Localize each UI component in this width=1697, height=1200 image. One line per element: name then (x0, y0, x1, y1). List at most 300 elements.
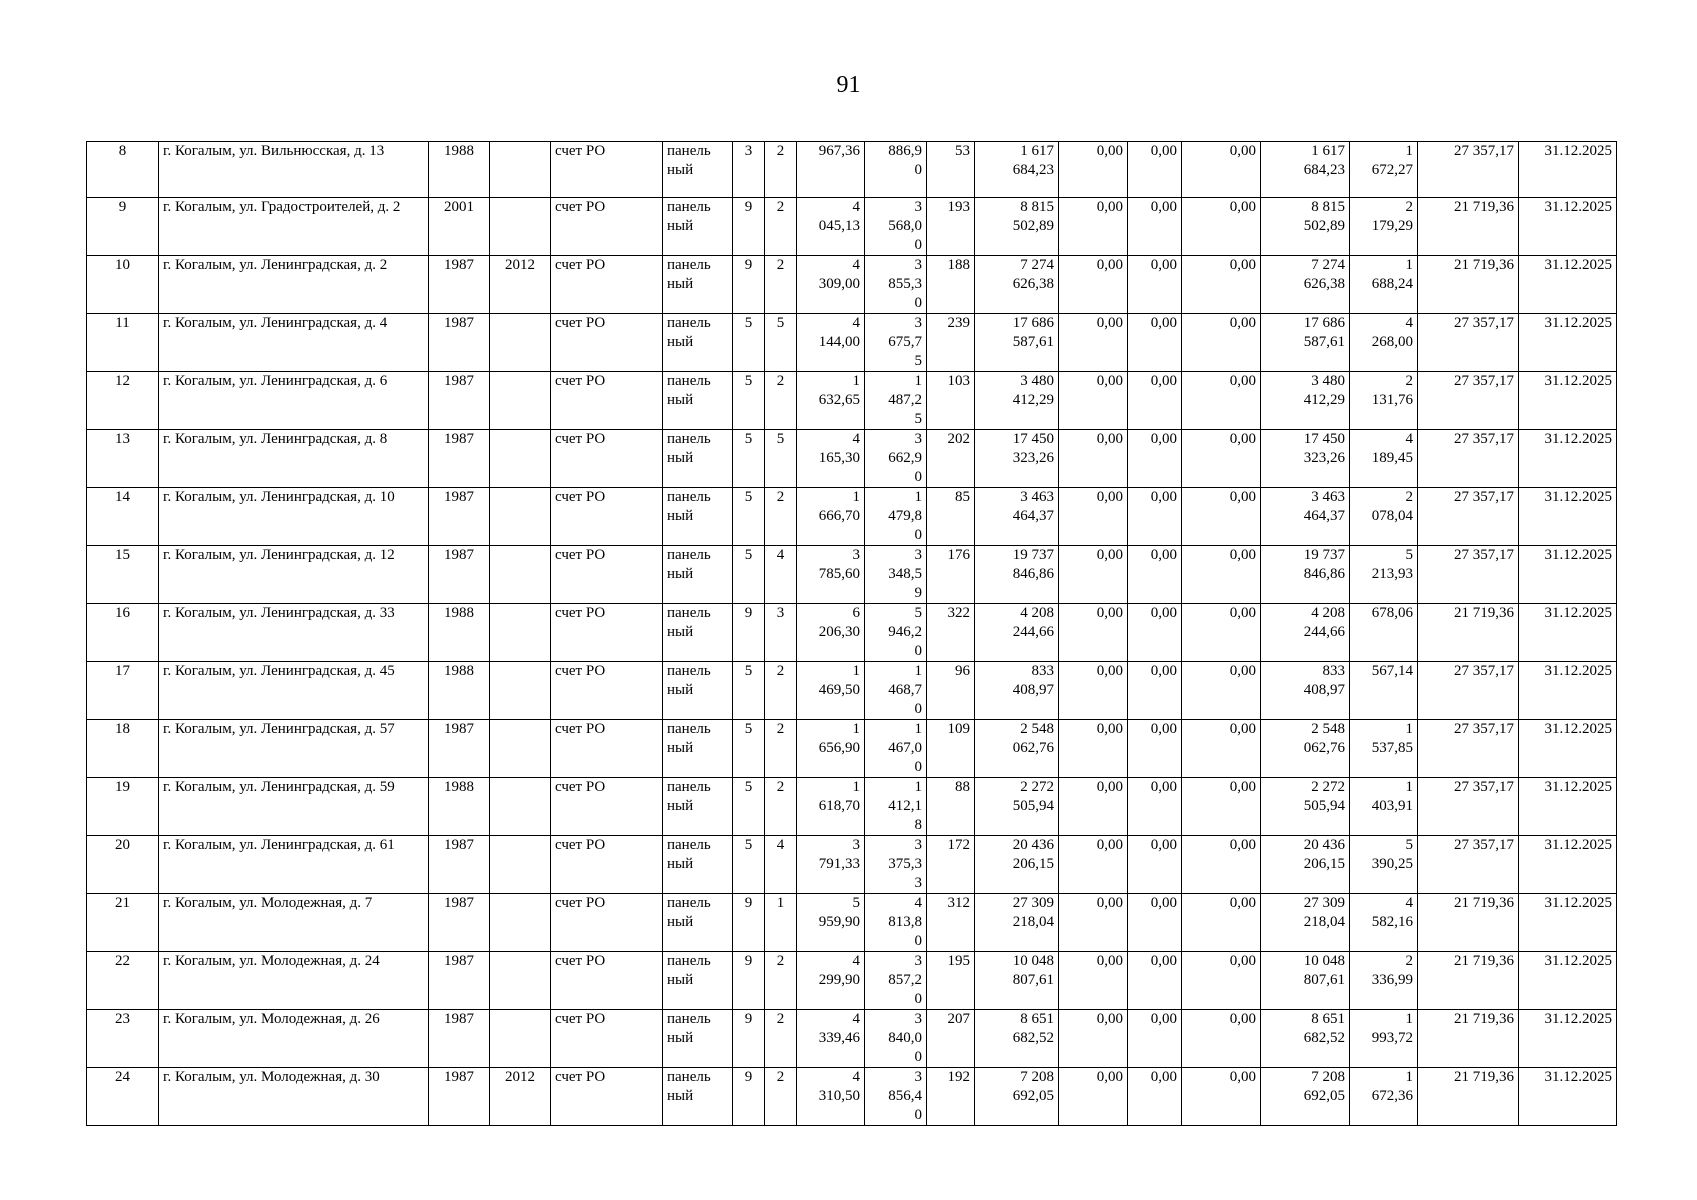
floors: 9 (733, 604, 765, 662)
residents: 172 (927, 836, 975, 894)
deadline: 31.12.2025 (1519, 142, 1617, 198)
row-number: 9 (87, 198, 159, 256)
row-number: 13 (87, 430, 159, 488)
year-built: 1987 (429, 1068, 490, 1126)
total-cost: 17 450 323,26 (975, 430, 1059, 488)
year-built: 1987 (429, 894, 490, 952)
table-row (87, 546, 1617, 604)
year-built: 1988 (429, 778, 490, 836)
deadline: 31.12.2025 (1519, 314, 1617, 372)
deadline: 31.12.2025 (1519, 430, 1617, 488)
deadline: 31.12.2025 (1519, 256, 1617, 314)
living-area: 1 467,0 0 (865, 720, 927, 778)
year-built: 2001 (429, 198, 490, 256)
living-area: 3 840,0 0 (865, 1010, 927, 1068)
total-area: 1 469,50 (797, 662, 865, 720)
floors: 5 (733, 662, 765, 720)
cost-per-m2: 1 672,27 (1350, 142, 1418, 198)
fund-method: счет РО (551, 546, 663, 604)
cost-limit: 27 357,17 (1418, 836, 1519, 894)
fund-source-2: 0,00 (1128, 778, 1182, 836)
entrances: 4 (765, 546, 797, 604)
year-built: 1988 (429, 142, 490, 198)
fund-source-1: 0,00 (1059, 894, 1128, 952)
fund-source-3: 0,00 (1182, 198, 1261, 256)
fund-source-3: 0,00 (1182, 720, 1261, 778)
fund-source-3: 0,00 (1182, 546, 1261, 604)
table-row (87, 1010, 1617, 1068)
year-reconstruction (490, 778, 551, 836)
residents: 53 (927, 142, 975, 198)
row-number: 10 (87, 256, 159, 314)
year-reconstruction (490, 198, 551, 256)
residents: 322 (927, 604, 975, 662)
total-cost: 2 272 505,94 (975, 778, 1059, 836)
year-built: 1988 (429, 662, 490, 720)
entrances: 2 (765, 952, 797, 1010)
entrances: 2 (765, 142, 797, 198)
fund-source-3: 0,00 (1182, 1010, 1261, 1068)
fund-source-3: 0,00 (1182, 1068, 1261, 1126)
owners-funds: 17 450 323,26 (1261, 430, 1350, 488)
total-cost: 27 309 218,04 (975, 894, 1059, 952)
owners-funds: 2 272 505,94 (1261, 778, 1350, 836)
fund-source-3: 0,00 (1182, 778, 1261, 836)
cost-per-m2: 1 537,85 (1350, 720, 1418, 778)
address: г. Когалым, ул. Ленинградская, д. 4 (159, 314, 429, 372)
wall-material: панель ный (663, 488, 733, 546)
total-cost: 1 617 684,23 (975, 142, 1059, 198)
entrances: 2 (765, 662, 797, 720)
cost-per-m2: 2 336,99 (1350, 952, 1418, 1010)
living-area: 3 856,4 0 (865, 1068, 927, 1126)
floors: 5 (733, 836, 765, 894)
living-area: 1 479,8 0 (865, 488, 927, 546)
total-area: 4 165,30 (797, 430, 865, 488)
total-cost: 3 463 464,37 (975, 488, 1059, 546)
address: г. Когалым, ул. Ленинградская, д. 45 (159, 662, 429, 720)
living-area: 3 662,9 0 (865, 430, 927, 488)
fund-source-3: 0,00 (1182, 314, 1261, 372)
fund-source-1: 0,00 (1059, 662, 1128, 720)
fund-method: счет РО (551, 604, 663, 662)
fund-method: счет РО (551, 314, 663, 372)
address: г. Когалым, ул. Градостроителей, д. 2 (159, 198, 429, 256)
year-built: 1987 (429, 430, 490, 488)
year-built: 1987 (429, 1010, 490, 1068)
fund-source-1: 0,00 (1059, 720, 1128, 778)
owners-funds: 27 309 218,04 (1261, 894, 1350, 952)
deadline: 31.12.2025 (1519, 198, 1617, 256)
fund-method: счет РО (551, 662, 663, 720)
table-row (87, 836, 1617, 894)
deadline: 31.12.2025 (1519, 488, 1617, 546)
total-area: 4 309,00 (797, 256, 865, 314)
residents: 207 (927, 1010, 975, 1068)
owners-funds: 8 815 502,89 (1261, 198, 1350, 256)
row-number: 23 (87, 1010, 159, 1068)
address: г. Когалым, ул. Ленинградская, д. 10 (159, 488, 429, 546)
fund-source-1: 0,00 (1059, 430, 1128, 488)
fund-source-2: 0,00 (1128, 720, 1182, 778)
year-reconstruction (490, 604, 551, 662)
fund-method: счет РО (551, 836, 663, 894)
address: г. Когалым, ул. Ленинградская, д. 12 (159, 546, 429, 604)
year-reconstruction (490, 546, 551, 604)
owners-funds: 3 463 464,37 (1261, 488, 1350, 546)
fund-source-1: 0,00 (1059, 546, 1128, 604)
year-reconstruction (490, 488, 551, 546)
address: г. Когалым, ул. Ленинградская, д. 2 (159, 256, 429, 314)
floors: 3 (733, 142, 765, 198)
total-cost: 17 686 587,61 (975, 314, 1059, 372)
row-number: 21 (87, 894, 159, 952)
residents: 193 (927, 198, 975, 256)
total-cost: 7 208 692,05 (975, 1068, 1059, 1126)
owners-funds: 20 436 206,15 (1261, 836, 1350, 894)
total-area: 4 339,46 (797, 1010, 865, 1068)
wall-material: панель ный (663, 142, 733, 198)
living-area: 3 568,0 0 (865, 198, 927, 256)
fund-method: счет РО (551, 1068, 663, 1126)
deadline: 31.12.2025 (1519, 372, 1617, 430)
fund-source-3: 0,00 (1182, 256, 1261, 314)
row-number: 8 (87, 142, 159, 198)
wall-material: панель ный (663, 1010, 733, 1068)
total-area: 1 666,70 (797, 488, 865, 546)
year-built: 1987 (429, 372, 490, 430)
row-number: 12 (87, 372, 159, 430)
cost-limit: 21 719,36 (1418, 1010, 1519, 1068)
total-cost: 3 480 412,29 (975, 372, 1059, 430)
year-reconstruction: 2012 (490, 256, 551, 314)
total-cost: 2 548 062,76 (975, 720, 1059, 778)
living-area: 3 375,3 3 (865, 836, 927, 894)
row-number: 14 (87, 488, 159, 546)
year-built: 1988 (429, 604, 490, 662)
fund-method: счет РО (551, 1010, 663, 1068)
row-number: 22 (87, 952, 159, 1010)
table-row (87, 372, 1617, 430)
row-number: 18 (87, 720, 159, 778)
deadline: 31.12.2025 (1519, 836, 1617, 894)
wall-material: панель ный (663, 372, 733, 430)
page-number: 91 (836, 72, 861, 98)
total-area: 967,36 (797, 142, 865, 198)
fund-source-3: 0,00 (1182, 142, 1261, 198)
year-reconstruction (490, 836, 551, 894)
fund-source-2: 0,00 (1128, 546, 1182, 604)
total-area: 1 656,90 (797, 720, 865, 778)
fund-source-3: 0,00 (1182, 604, 1261, 662)
wall-material: панель ный (663, 604, 733, 662)
fund-method: счет РО (551, 778, 663, 836)
entrances: 2 (765, 1068, 797, 1126)
entrances: 5 (765, 430, 797, 488)
owners-funds: 3 480 412,29 (1261, 372, 1350, 430)
living-area: 3 348,5 9 (865, 546, 927, 604)
floors: 9 (733, 198, 765, 256)
fund-source-2: 0,00 (1128, 142, 1182, 198)
fund-source-3: 0,00 (1182, 836, 1261, 894)
row-number: 11 (87, 314, 159, 372)
fund-source-1: 0,00 (1059, 142, 1128, 198)
fund-source-3: 0,00 (1182, 430, 1261, 488)
fund-method: счет РО (551, 372, 663, 430)
residents: 88 (927, 778, 975, 836)
entrances: 1 (765, 894, 797, 952)
cost-limit: 21 719,36 (1418, 1068, 1519, 1126)
wall-material: панель ный (663, 778, 733, 836)
total-area: 6 206,30 (797, 604, 865, 662)
total-area: 4 310,50 (797, 1068, 865, 1126)
table-row (87, 952, 1617, 1010)
residents: 239 (927, 314, 975, 372)
total-cost: 7 274 626,38 (975, 256, 1059, 314)
total-cost: 8 815 502,89 (975, 198, 1059, 256)
year-reconstruction (490, 894, 551, 952)
table-row (87, 1068, 1617, 1126)
floors: 9 (733, 952, 765, 1010)
total-area: 1 632,65 (797, 372, 865, 430)
owners-funds: 1 617 684,23 (1261, 142, 1350, 198)
floors: 5 (733, 546, 765, 604)
table-row (87, 604, 1617, 662)
residents: 192 (927, 1068, 975, 1126)
address: г. Когалым, ул. Ленинградская, д. 8 (159, 430, 429, 488)
cost-per-m2: 4 582,16 (1350, 894, 1418, 952)
deadline: 31.12.2025 (1519, 894, 1617, 952)
fund-source-1: 0,00 (1059, 1068, 1128, 1126)
living-area: 3 857,2 0 (865, 952, 927, 1010)
wall-material: панель ный (663, 256, 733, 314)
year-reconstruction (490, 430, 551, 488)
cost-limit: 27 357,17 (1418, 372, 1519, 430)
fund-source-1: 0,00 (1059, 778, 1128, 836)
table-row (87, 778, 1617, 836)
cost-limit: 21 719,36 (1418, 256, 1519, 314)
entrances: 5 (765, 314, 797, 372)
fund-source-2: 0,00 (1128, 604, 1182, 662)
fund-method: счет РО (551, 142, 663, 198)
fund-method: счет РО (551, 488, 663, 546)
row-number: 17 (87, 662, 159, 720)
cost-per-m2: 678,06 (1350, 604, 1418, 662)
fund-source-2: 0,00 (1128, 1068, 1182, 1126)
total-cost: 19 737 846,86 (975, 546, 1059, 604)
address: г. Когалым, ул. Ленинградская, д. 59 (159, 778, 429, 836)
address: г. Когалым, ул. Молодежная, д. 30 (159, 1068, 429, 1126)
entrances: 2 (765, 198, 797, 256)
floors: 9 (733, 256, 765, 314)
row-number: 16 (87, 604, 159, 662)
fund-source-2: 0,00 (1128, 662, 1182, 720)
year-reconstruction: 2012 (490, 1068, 551, 1126)
cost-limit: 27 357,17 (1418, 546, 1519, 604)
year-built: 1987 (429, 836, 490, 894)
deadline: 31.12.2025 (1519, 662, 1617, 720)
cost-per-m2: 1 672,36 (1350, 1068, 1418, 1126)
row-number: 24 (87, 1068, 159, 1126)
year-reconstruction (490, 1010, 551, 1068)
table-row (87, 894, 1617, 952)
cost-limit: 27 357,17 (1418, 662, 1519, 720)
fund-source-3: 0,00 (1182, 894, 1261, 952)
fund-source-1: 0,00 (1059, 1010, 1128, 1068)
fund-source-2: 0,00 (1128, 314, 1182, 372)
fund-source-1: 0,00 (1059, 952, 1128, 1010)
entrances: 4 (765, 836, 797, 894)
fund-source-3: 0,00 (1182, 372, 1261, 430)
floors: 9 (733, 1010, 765, 1068)
residents: 176 (927, 546, 975, 604)
table-row (87, 430, 1617, 488)
residents: 109 (927, 720, 975, 778)
living-area: 3 855,3 0 (865, 256, 927, 314)
fund-source-2: 0,00 (1128, 488, 1182, 546)
total-area: 4 045,13 (797, 198, 865, 256)
total-area: 4 144,00 (797, 314, 865, 372)
total-cost: 8 651 682,52 (975, 1010, 1059, 1068)
residents: 85 (927, 488, 975, 546)
owners-funds: 19 737 846,86 (1261, 546, 1350, 604)
row-number: 15 (87, 546, 159, 604)
total-cost: 10 048 807,61 (975, 952, 1059, 1010)
living-area: 886,9 0 (865, 142, 927, 198)
housing-register-table (86, 141, 1617, 1126)
owners-funds: 7 208 692,05 (1261, 1068, 1350, 1126)
fund-source-2: 0,00 (1128, 372, 1182, 430)
owners-funds: 833 408,97 (1261, 662, 1350, 720)
deadline: 31.12.2025 (1519, 778, 1617, 836)
fund-source-1: 0,00 (1059, 372, 1128, 430)
living-area: 5 946,2 0 (865, 604, 927, 662)
entrances: 2 (765, 1010, 797, 1068)
address: г. Когалым, ул. Ленинградская, д. 61 (159, 836, 429, 894)
cost-per-m2: 567,14 (1350, 662, 1418, 720)
table-row (87, 720, 1617, 778)
address: г. Когалым, ул. Ленинградская, д. 33 (159, 604, 429, 662)
fund-method: счет РО (551, 430, 663, 488)
table-row (87, 662, 1617, 720)
fund-source-1: 0,00 (1059, 836, 1128, 894)
floors: 9 (733, 894, 765, 952)
fund-source-1: 0,00 (1059, 198, 1128, 256)
fund-source-1: 0,00 (1059, 256, 1128, 314)
living-area: 3 675,7 5 (865, 314, 927, 372)
floors: 5 (733, 430, 765, 488)
fund-method: счет РО (551, 198, 663, 256)
table-row (87, 488, 1617, 546)
table-row (87, 198, 1617, 256)
wall-material: панель ный (663, 952, 733, 1010)
owners-funds: 2 548 062,76 (1261, 720, 1350, 778)
floors: 5 (733, 372, 765, 430)
fund-method: счет РО (551, 952, 663, 1010)
living-area: 4 813,8 0 (865, 894, 927, 952)
wall-material: панель ный (663, 430, 733, 488)
wall-material: панель ный (663, 546, 733, 604)
year-reconstruction (490, 720, 551, 778)
cost-limit: 21 719,36 (1418, 952, 1519, 1010)
entrances: 2 (765, 488, 797, 546)
cost-limit: 27 357,17 (1418, 488, 1519, 546)
fund-source-2: 0,00 (1128, 430, 1182, 488)
wall-material: панель ный (663, 836, 733, 894)
fund-source-2: 0,00 (1128, 836, 1182, 894)
floors: 5 (733, 488, 765, 546)
address: г. Когалым, ул. Молодежная, д. 24 (159, 952, 429, 1010)
address: г. Когалым, ул. Молодежная, д. 26 (159, 1010, 429, 1068)
cost-limit: 27 357,17 (1418, 142, 1519, 198)
cost-limit: 27 357,17 (1418, 778, 1519, 836)
cost-per-m2: 5 390,25 (1350, 836, 1418, 894)
floors: 5 (733, 314, 765, 372)
cost-per-m2: 5 213,93 (1350, 546, 1418, 604)
wall-material: панель ный (663, 662, 733, 720)
wall-material: панель ный (663, 1068, 733, 1126)
cost-per-m2: 1 993,72 (1350, 1010, 1418, 1068)
cost-limit: 21 719,36 (1418, 894, 1519, 952)
address: г. Когалым, ул. Ленинградская, д. 57 (159, 720, 429, 778)
fund-method: счет РО (551, 720, 663, 778)
year-reconstruction (490, 952, 551, 1010)
total-cost: 4 208 244,66 (975, 604, 1059, 662)
fund-source-2: 0,00 (1128, 894, 1182, 952)
address: г. Когалым, ул. Ленинградская, д. 6 (159, 372, 429, 430)
year-built: 1987 (429, 720, 490, 778)
cost-per-m2: 4 268,00 (1350, 314, 1418, 372)
fund-source-2: 0,00 (1128, 952, 1182, 1010)
fund-source-1: 0,00 (1059, 488, 1128, 546)
cost-per-m2: 1 403,91 (1350, 778, 1418, 836)
wall-material: панель ный (663, 314, 733, 372)
floors: 9 (733, 1068, 765, 1126)
fund-source-3: 0,00 (1182, 488, 1261, 546)
fund-method: счет РО (551, 894, 663, 952)
cost-limit: 21 719,36 (1418, 604, 1519, 662)
deadline: 31.12.2025 (1519, 604, 1617, 662)
owners-funds: 17 686 587,61 (1261, 314, 1350, 372)
residents: 188 (927, 256, 975, 314)
table-row (87, 256, 1617, 314)
entrances: 2 (765, 256, 797, 314)
cost-per-m2: 2 078,04 (1350, 488, 1418, 546)
total-cost: 833 408,97 (975, 662, 1059, 720)
year-built: 1987 (429, 488, 490, 546)
wall-material: панель ный (663, 720, 733, 778)
entrances: 2 (765, 720, 797, 778)
total-area: 3 791,33 (797, 836, 865, 894)
year-reconstruction (490, 142, 551, 198)
fund-source-1: 0,00 (1059, 314, 1128, 372)
row-number: 19 (87, 778, 159, 836)
cost-limit: 21 719,36 (1418, 198, 1519, 256)
total-area: 3 785,60 (797, 546, 865, 604)
year-built: 1987 (429, 952, 490, 1010)
cost-per-m2: 1 688,24 (1350, 256, 1418, 314)
living-area: 1 412,1 8 (865, 778, 927, 836)
fund-method: счет РО (551, 256, 663, 314)
deadline: 31.12.2025 (1519, 1068, 1617, 1126)
entrances: 3 (765, 604, 797, 662)
owners-funds: 8 651 682,52 (1261, 1010, 1350, 1068)
fund-source-2: 0,00 (1128, 198, 1182, 256)
total-area: 4 299,90 (797, 952, 865, 1010)
total-cost: 20 436 206,15 (975, 836, 1059, 894)
total-area: 5 959,90 (797, 894, 865, 952)
cost-limit: 27 357,17 (1418, 430, 1519, 488)
